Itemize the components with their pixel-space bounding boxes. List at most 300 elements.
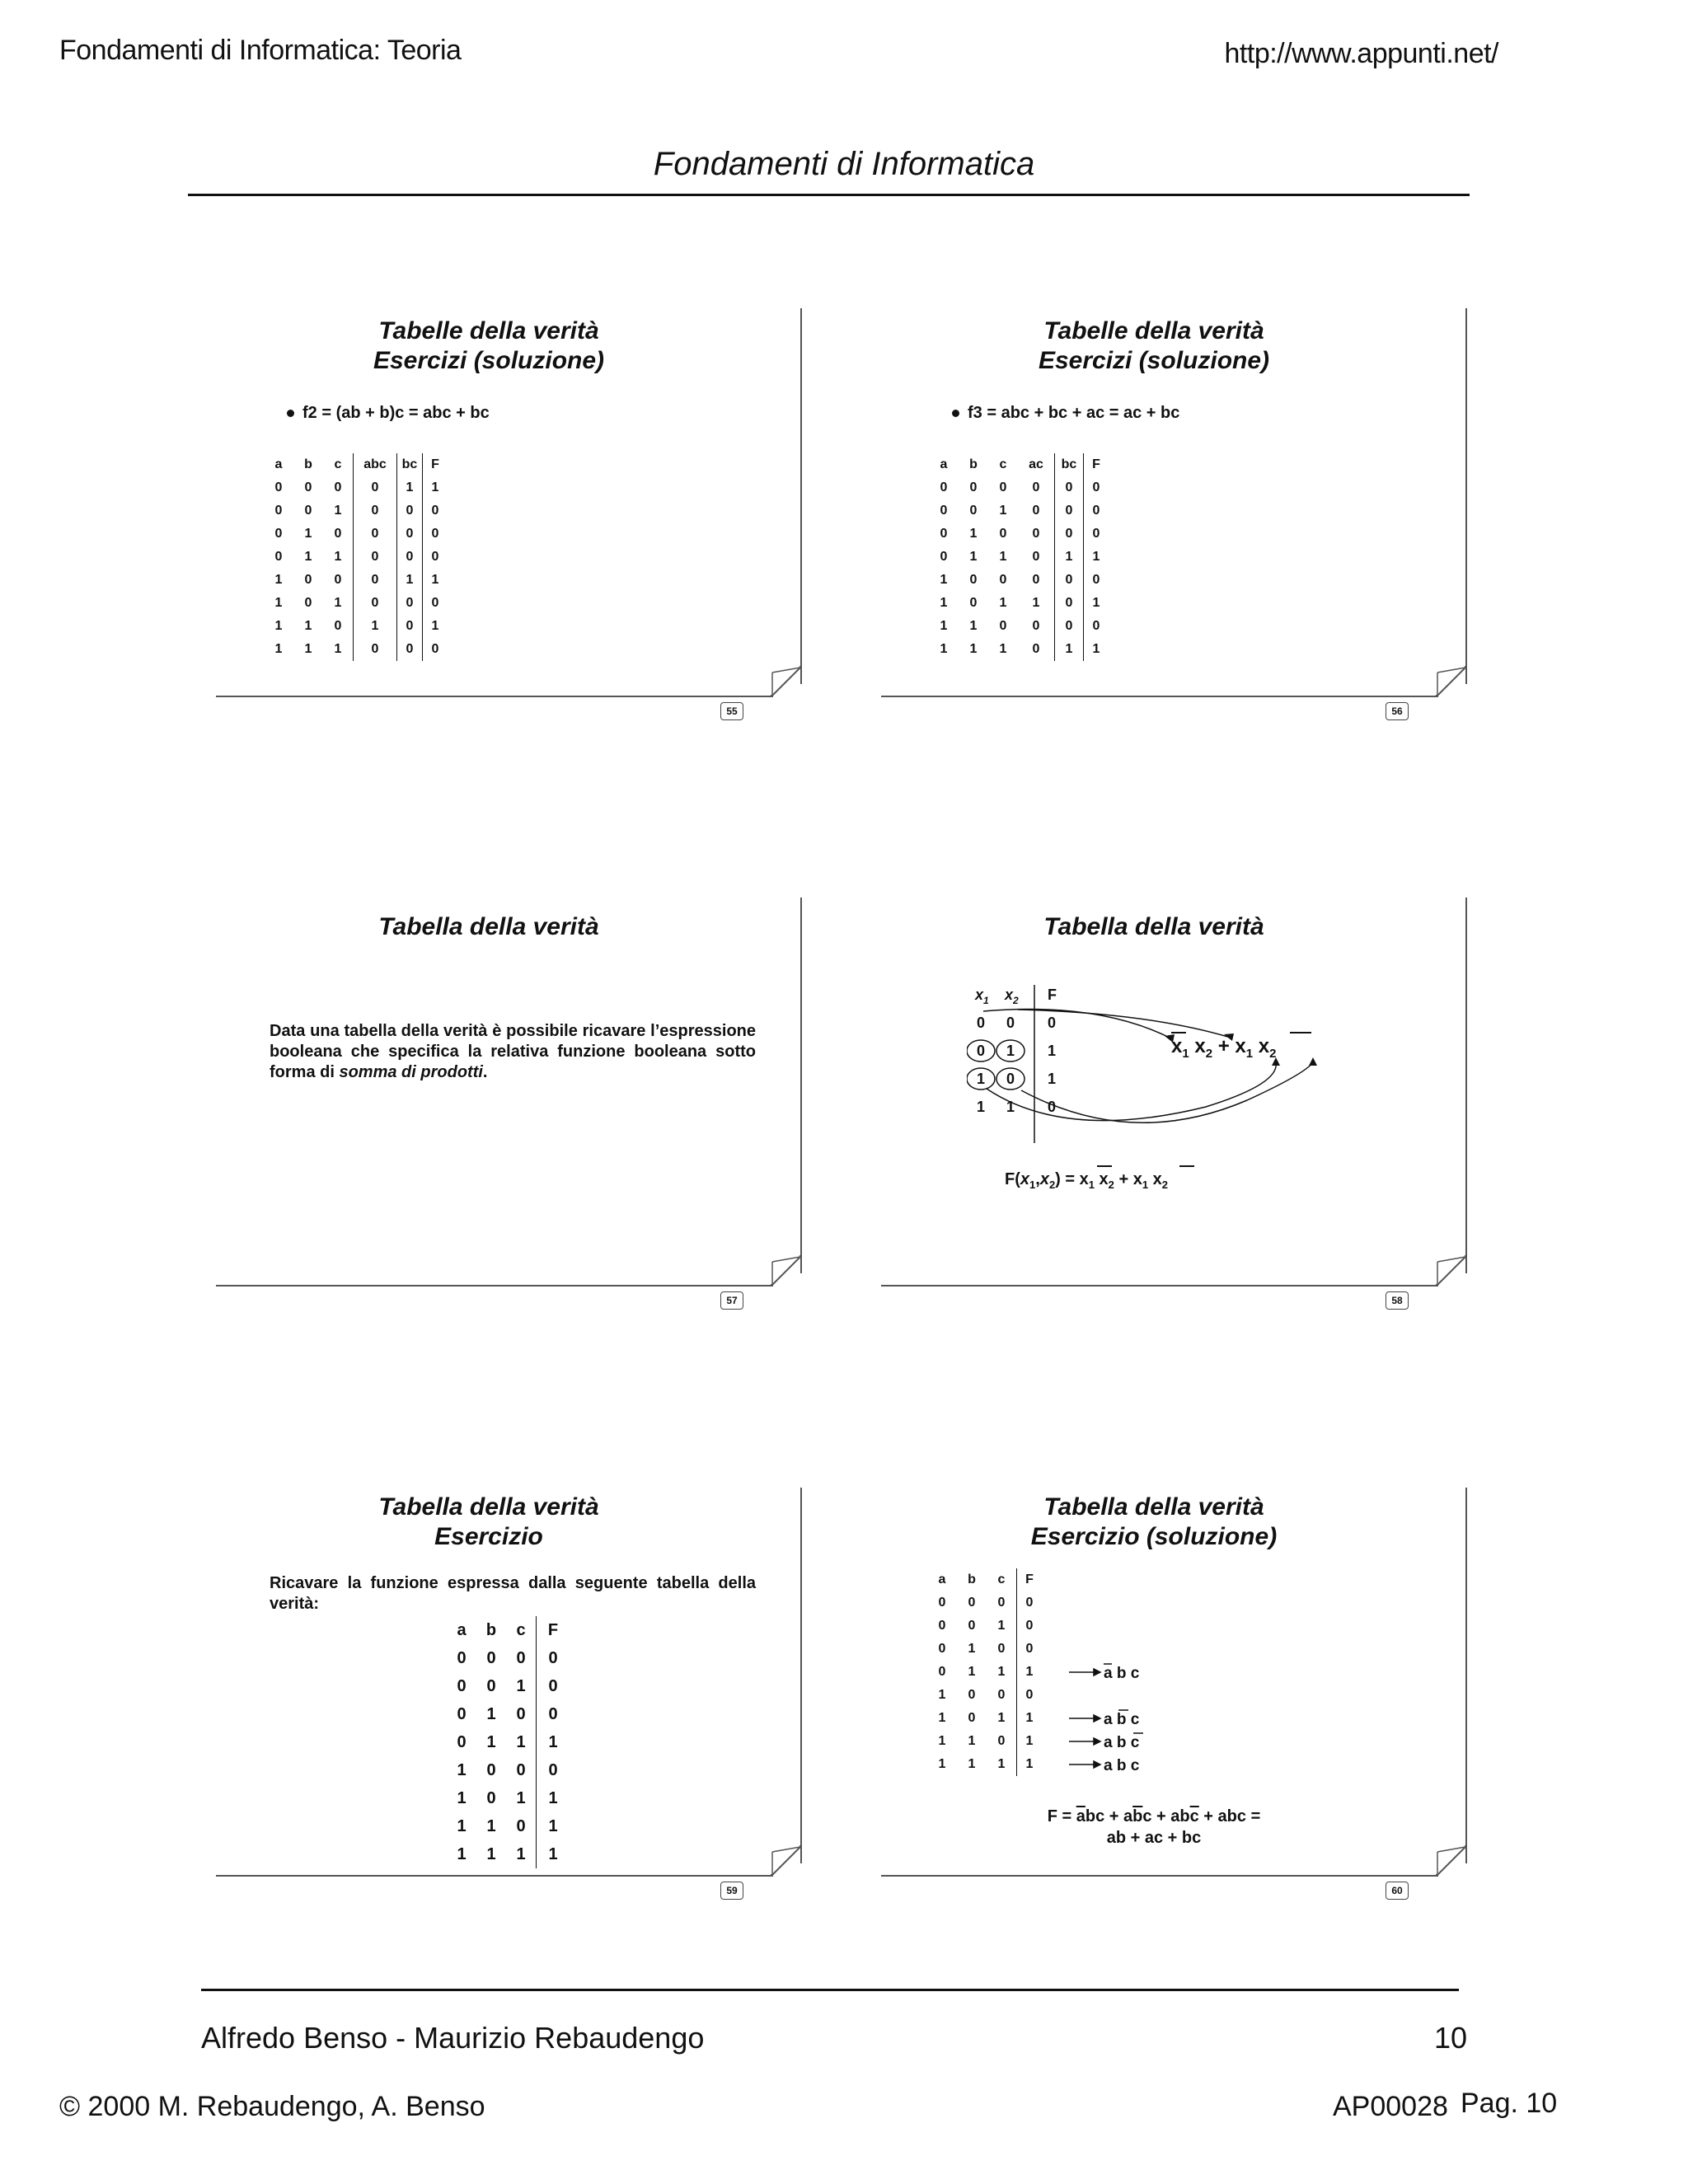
slide-number: 60 <box>1386 1882 1409 1900</box>
formula-text: $F(x_1,x_2) = x_1$ $x_2 + x_1$ $x_2$ <box>1005 1170 1168 1191</box>
slide-58 <box>881 898 1466 1326</box>
table-cell: 1 <box>334 642 342 656</box>
table-header-row <box>447 1616 570 1644</box>
table-cell: 0 <box>537 1756 570 1784</box>
column-header: a <box>940 457 948 471</box>
slide-frame-bottom <box>216 1285 773 1286</box>
table-row <box>264 476 448 499</box>
slide-paragraph: Ricavare la funzione espressa dalla seguente tabella della verità: <box>270 1574 756 1613</box>
table-cell: 1 <box>1017 1661 1043 1684</box>
document-code: AP00028 <box>1333 2091 1448 2122</box>
table-row <box>927 1707 1042 1730</box>
table-cell: 0 <box>1017 1638 1043 1661</box>
table-row <box>929 546 1109 569</box>
table-cell: 0 <box>457 1676 467 1695</box>
table-cell: 0 <box>423 523 448 546</box>
column-header: ac <box>1029 457 1043 471</box>
table-cell: 0 <box>1017 1684 1043 1707</box>
table-row <box>447 1756 570 1784</box>
table-cell: 1 <box>457 1760 467 1779</box>
table-cell: 1 <box>334 504 342 518</box>
table-cell: 1 <box>968 1642 976 1656</box>
column-header: abc <box>354 453 397 476</box>
table-cell: 1 <box>397 476 423 499</box>
column-header-x2: $x_2$ <box>1005 987 1019 1006</box>
table-cell: 0 <box>304 596 312 610</box>
table-cell: 0 <box>354 546 397 569</box>
table-cell: 0 <box>968 1596 976 1610</box>
table-row <box>929 476 1109 499</box>
page-fold-icon <box>1435 1844 1468 1877</box>
slide-title: Tabella della verità <box>1043 1493 1264 1521</box>
table-row <box>927 1615 1042 1638</box>
table-cell: 1 <box>516 1788 526 1807</box>
table-cell: 0 <box>423 638 448 661</box>
table-cell: 0 <box>997 1734 1006 1748</box>
table-cell: 1 <box>999 596 1007 610</box>
page-fold-icon <box>770 664 803 697</box>
arrow-curve <box>1021 1062 1313 1122</box>
table-cell: 1 <box>1055 638 1084 661</box>
truth-table <box>264 453 448 661</box>
table-cell: 1 <box>1006 1099 1015 1115</box>
table-cell: 0 <box>537 1672 570 1700</box>
table-cell: 1 <box>938 1688 946 1702</box>
table-cell: 1 <box>537 1784 570 1812</box>
table-row <box>927 1753 1042 1776</box>
table-cell: 1 <box>938 1734 946 1748</box>
table-cell: 0 <box>1006 1071 1015 1087</box>
slide-56 <box>881 308 1466 737</box>
table-cell: 0 <box>423 546 448 569</box>
formula-line-1: $F = \overline{a}bc + a\overline{b}c + ab\overline{c}$ + abc = <box>1047 1807 1261 1825</box>
table-cell: 0 <box>457 1648 467 1667</box>
table-cell: 0 <box>977 1043 986 1059</box>
result-formula <box>881 1806 1427 1849</box>
table-cell: 0 <box>354 499 397 523</box>
column-header: F <box>537 1616 570 1644</box>
table-cell: 0 <box>977 1015 986 1031</box>
table-cell: 1 <box>1017 1730 1043 1753</box>
result-formula <box>1005 1158 1252 1191</box>
page-fold-icon <box>770 1844 803 1877</box>
table-cell: 0 <box>354 569 397 592</box>
table-cell: 1 <box>938 1711 946 1725</box>
table-row <box>264 638 448 661</box>
table-cell: 0 <box>486 1760 496 1779</box>
table-cell: 1 <box>1084 638 1109 661</box>
table-cell: 0 <box>274 527 283 541</box>
table-cell: 1 <box>423 615 448 638</box>
column-header: b <box>968 1572 976 1586</box>
table-row <box>929 569 1109 592</box>
table-cell: 1 <box>997 1665 1006 1679</box>
table-cell: 0 <box>938 1665 946 1679</box>
table-cell: 1 <box>999 642 1007 656</box>
table-cell: 1 <box>997 1711 1006 1725</box>
table-row <box>929 615 1109 638</box>
table-cell: 1 <box>999 550 1007 564</box>
bullet-text: f3 = abc + bc + ac = ac + bc <box>968 404 1180 422</box>
table-cell: 1 <box>304 642 312 656</box>
table-cell: 0 <box>423 592 448 615</box>
slide-title: Tabelle della verità <box>378 317 599 344</box>
column-header: a <box>938 1572 946 1586</box>
page-fold-icon <box>1435 1254 1468 1286</box>
paragraph-text: Data una tabella della verità è possibile ricavare l’espressione booleana che specifica la relativa funzione booleana sotto forma di <box>270 1022 756 1081</box>
slide-title: Tabella della verità <box>378 913 599 940</box>
table-cell: 0 <box>1032 573 1040 587</box>
table-cell: 1 <box>423 476 448 499</box>
table-cell: 1 <box>997 1757 1006 1771</box>
column-header: c <box>516 1620 526 1639</box>
table-cell: 1 <box>537 1728 570 1756</box>
table-row <box>927 1730 1042 1753</box>
table-cell: 1 <box>1055 546 1084 569</box>
document-header-left: Fondamenti di Informatica: Teoria <box>59 35 462 66</box>
table-cell: 0 <box>1084 476 1109 499</box>
table-cell: 0 <box>938 1619 946 1633</box>
table-cell: 1 <box>274 573 283 587</box>
slide-frame-right <box>1465 898 1467 1273</box>
table-cell: 0 <box>1032 619 1040 633</box>
table-cell: 0 <box>1017 1591 1043 1615</box>
table-cell: 0 <box>486 1676 496 1695</box>
slide-frame-bottom <box>881 1875 1438 1877</box>
column-header: b <box>969 457 978 471</box>
arrowhead-icon <box>1094 1669 1100 1675</box>
table-cell: 0 <box>274 504 283 518</box>
slide-subtitle: Esercizio <box>434 1523 543 1550</box>
table-cell: 0 <box>334 573 342 587</box>
footer-page-number: 10 <box>1434 2021 1468 2055</box>
table-cell: 1 <box>997 1619 1006 1633</box>
slide-number: 55 <box>720 702 743 720</box>
table-row <box>447 1672 570 1700</box>
table-row <box>447 1812 570 1840</box>
table-cell: 0 <box>354 638 397 661</box>
arrowhead-icon <box>1094 1761 1100 1768</box>
footer-authors: Alfredo Benso - Maurizio Rebaudengo <box>201 2021 705 2055</box>
table-cell: 1 <box>457 1788 467 1807</box>
table-cell: 1 <box>537 1840 570 1868</box>
column-header: b <box>304 457 312 471</box>
slide-title: Tabelle della verità <box>1043 317 1264 344</box>
slide-subtitle: Esercizio (soluzione) <box>1030 1523 1278 1550</box>
table-cell: 0 <box>516 1704 526 1723</box>
table-row <box>927 1661 1042 1684</box>
table-cell: 0 <box>354 592 397 615</box>
table-cell: 1 <box>516 1732 526 1751</box>
slide-paragraph <box>270 1021 756 1083</box>
table-cell: 0 <box>334 480 342 494</box>
table-cell: 0 <box>1032 480 1040 494</box>
slide-frame-right <box>1465 1488 1467 1863</box>
sum-of-products-expression <box>1171 1033 1311 1061</box>
table-cell: 1 <box>940 642 948 656</box>
table-cell: 1 <box>274 619 283 633</box>
table-row <box>927 1591 1042 1615</box>
table-cell: 1 <box>486 1704 496 1723</box>
table-row <box>447 1784 570 1812</box>
expression-text: $x_1$ $x_2 + x_1$ $x_2$ <box>1171 1035 1277 1061</box>
table-row <box>447 1644 570 1672</box>
table-cell: 0 <box>1084 499 1109 523</box>
table-cell: 0 <box>486 1788 496 1807</box>
slide-subtitle: Esercizi (soluzione) <box>1038 347 1270 374</box>
table-cell: 0 <box>940 527 948 541</box>
slide-59 <box>216 1488 801 1916</box>
column-header: a <box>457 1620 467 1639</box>
table-cell: 0 <box>397 499 423 523</box>
table-cell: 1 <box>1017 1753 1043 1776</box>
slide-subtitle: Esercizi (soluzione) <box>373 347 605 374</box>
table-cell: 0 <box>968 1619 976 1633</box>
table-cell: 0 <box>969 573 978 587</box>
table-cell: 1 <box>938 1757 946 1771</box>
table-cell: 0 <box>999 619 1007 633</box>
table-cell: 0 <box>938 1642 946 1656</box>
table-cell: 0 <box>304 504 312 518</box>
page-fold-icon <box>1435 664 1468 697</box>
table-cell: 0 <box>334 527 342 541</box>
table-header-row <box>264 453 448 476</box>
formula-line-2: ab + ac + bc <box>1106 1829 1202 1847</box>
slide-57 <box>216 898 801 1326</box>
arrowhead-icon <box>1094 1738 1100 1745</box>
table-cell: 0 <box>1048 1099 1057 1115</box>
column-header: F <box>1084 453 1109 476</box>
table-cell: 1 <box>397 569 423 592</box>
bullet-icon <box>952 410 959 417</box>
table-cell: 0 <box>940 550 948 564</box>
table-cell: 1 <box>486 1844 496 1863</box>
table-cell: 1 <box>304 619 312 633</box>
slide-number: 57 <box>720 1291 743 1310</box>
table-cell: 0 <box>969 480 978 494</box>
table-cell: 1 <box>537 1812 570 1840</box>
column-header: c <box>997 1572 1006 1586</box>
column-header: c <box>334 457 342 471</box>
column-header: c <box>999 457 1007 471</box>
table-cell: 1 <box>334 596 342 610</box>
bullet-icon <box>287 410 294 417</box>
table-cell: 0 <box>997 1642 1006 1656</box>
table-cell: 0 <box>516 1760 526 1779</box>
table-cell: 0 <box>274 480 283 494</box>
table-row <box>264 546 448 569</box>
page-title: Fondamenti di Informatica <box>653 146 1035 182</box>
bullet-expression <box>952 404 1179 423</box>
slide-frame-bottom <box>216 696 773 697</box>
table-cell: 1 <box>457 1844 467 1863</box>
table-cell: 1 <box>940 619 948 633</box>
table-cell: 0 <box>1032 550 1040 564</box>
table-row <box>929 592 1109 615</box>
table-row <box>447 1840 570 1868</box>
table-cell: 0 <box>397 615 423 638</box>
table-cell: 1 <box>977 1071 986 1087</box>
table-cell: 0 <box>940 480 948 494</box>
slide-frame-right <box>800 898 802 1273</box>
table-cell: 1 <box>1084 592 1109 615</box>
slide-frame-bottom <box>881 1285 1438 1286</box>
table-cell: 0 <box>1084 569 1109 592</box>
table-cell: 0 <box>999 480 1007 494</box>
table-cell: 0 <box>938 1596 946 1610</box>
table-cell: 0 <box>397 523 423 546</box>
table-cell: 0 <box>516 1816 526 1835</box>
table-cell: 0 <box>1055 592 1084 615</box>
slide-frame-right <box>800 1488 802 1863</box>
table-row <box>929 499 1109 523</box>
slide-title: Tabella della verità <box>378 1493 599 1521</box>
table-cell: 0 <box>537 1700 570 1728</box>
arrowhead-icon <box>1309 1057 1317 1066</box>
table-cell: 0 <box>457 1732 467 1751</box>
table-row <box>927 1684 1042 1707</box>
paragraph-end: . <box>482 1063 488 1081</box>
column-header: bc <box>397 453 423 476</box>
page-label: Pag. 10 <box>1461 2088 1558 2119</box>
column-header: b <box>485 1620 497 1639</box>
table-cell: 1 <box>354 615 397 638</box>
table-row <box>447 1728 570 1756</box>
footer-divider <box>201 1989 1459 1991</box>
table-cell: 0 <box>457 1704 467 1723</box>
table-cell: 1 <box>940 596 948 610</box>
truth-table-diagram <box>967 977 1346 1158</box>
table-cell: 1 <box>516 1676 526 1695</box>
table-cell: 1 <box>968 1665 976 1679</box>
table-cell: 1 <box>516 1844 526 1863</box>
table-cell: 1 <box>304 527 312 541</box>
table-cell: 1 <box>1006 1043 1015 1059</box>
table-cell: 1 <box>968 1757 976 1771</box>
page-fold-icon <box>770 1254 803 1286</box>
table-cell: 0 <box>1006 1015 1015 1031</box>
table-cell: 0 <box>516 1648 526 1667</box>
table-cell: 1 <box>999 504 1007 518</box>
truth-table <box>929 453 1109 661</box>
table-cell: 0 <box>397 638 423 661</box>
table-cell: 0 <box>1084 523 1109 546</box>
arrowhead-icon <box>1094 1715 1100 1722</box>
table-cell: 0 <box>397 546 423 569</box>
table-cell: 0 <box>334 619 342 633</box>
table-cell: 0 <box>1055 476 1084 499</box>
minterm-label: a b c <box>1104 1665 1140 1682</box>
slide-55 <box>216 308 801 737</box>
table-cell: 0 <box>1055 523 1084 546</box>
table-cell: 0 <box>969 504 978 518</box>
table-header-row <box>927 1568 1042 1591</box>
table-cell: 0 <box>1048 1015 1057 1031</box>
table-cell: 1 <box>274 642 283 656</box>
slide-frame-bottom <box>881 696 1438 697</box>
table-cell: 0 <box>304 480 312 494</box>
table-cell: 1 <box>969 642 978 656</box>
table-cell: 1 <box>1017 1707 1043 1730</box>
table-row <box>264 592 448 615</box>
table-cell: 0 <box>486 1648 496 1667</box>
table-cell: 1 <box>1084 546 1109 569</box>
slide-title: Tabella della verità <box>1043 913 1264 940</box>
table-cell: 1 <box>423 569 448 592</box>
column-header: bc <box>1055 453 1084 476</box>
slide-number: 59 <box>720 1882 743 1900</box>
minterm-label: a b c <box>1104 1757 1140 1774</box>
table-cell: 1 <box>969 619 978 633</box>
table-row <box>929 523 1109 546</box>
table-cell: 0 <box>999 573 1007 587</box>
table-row <box>264 569 448 592</box>
slide-frame-right <box>800 308 802 684</box>
table-cell: 0 <box>997 1596 1006 1610</box>
table-row <box>264 523 448 546</box>
table-cell: 0 <box>1055 615 1084 638</box>
table-cell: 0 <box>999 527 1007 541</box>
truth-table <box>927 1568 1042 1776</box>
table-cell: 1 <box>274 596 283 610</box>
table-row <box>927 1638 1042 1661</box>
slide-number: 56 <box>1386 702 1409 720</box>
table-cell: 1 <box>977 1099 986 1115</box>
document-header-url: http://www.appunti.net/ <box>1224 38 1498 69</box>
table-cell: 1 <box>457 1816 467 1835</box>
table-row <box>264 499 448 523</box>
table-cell: 0 <box>304 573 312 587</box>
column-header-f: F <box>1048 987 1057 1003</box>
slide-number: 58 <box>1386 1291 1409 1310</box>
table-cell: 0 <box>1032 504 1040 518</box>
table-cell: 0 <box>968 1711 976 1725</box>
slide-frame-bottom <box>216 1875 773 1877</box>
bullet-text: f2 = (ab + b)c = abc + bc <box>302 404 490 422</box>
arrow-curve <box>987 1062 1276 1121</box>
table-cell: 0 <box>1084 615 1109 638</box>
table-cell: 1 <box>1032 596 1040 610</box>
table-cell: 0 <box>1055 569 1084 592</box>
table-cell: 0 <box>968 1688 976 1702</box>
table-cell: 0 <box>354 523 397 546</box>
slide-60 <box>881 1488 1466 1916</box>
table-cell: 1 <box>486 1732 496 1751</box>
slide-frame-right <box>1465 308 1467 684</box>
table-cell: 0 <box>423 499 448 523</box>
table-cell: 0 <box>397 592 423 615</box>
table-cell: 1 <box>1048 1043 1057 1059</box>
table-cell: 1 <box>486 1816 496 1835</box>
table-cell: 0 <box>354 476 397 499</box>
table-cell: 0 <box>940 504 948 518</box>
column-header: a <box>274 457 283 471</box>
column-header: F <box>423 453 448 476</box>
column-header: F <box>1017 1568 1043 1591</box>
table-row <box>929 638 1109 661</box>
table-cell: 1 <box>334 550 342 564</box>
minterm-label: a b c <box>1104 1734 1140 1751</box>
table-cell: 1 <box>969 550 978 564</box>
table-cell: 0 <box>537 1644 570 1672</box>
truth-table <box>447 1616 570 1868</box>
table-cell: 0 <box>1055 499 1084 523</box>
copyright: © 2000 M. Rebaudengo, A. Benso <box>59 2091 485 2122</box>
paragraph-emphasis: somma di prodotti <box>339 1063 483 1081</box>
table-cell: 1 <box>968 1734 976 1748</box>
table-cell: 0 <box>997 1688 1006 1702</box>
table-cell: 1 <box>304 550 312 564</box>
